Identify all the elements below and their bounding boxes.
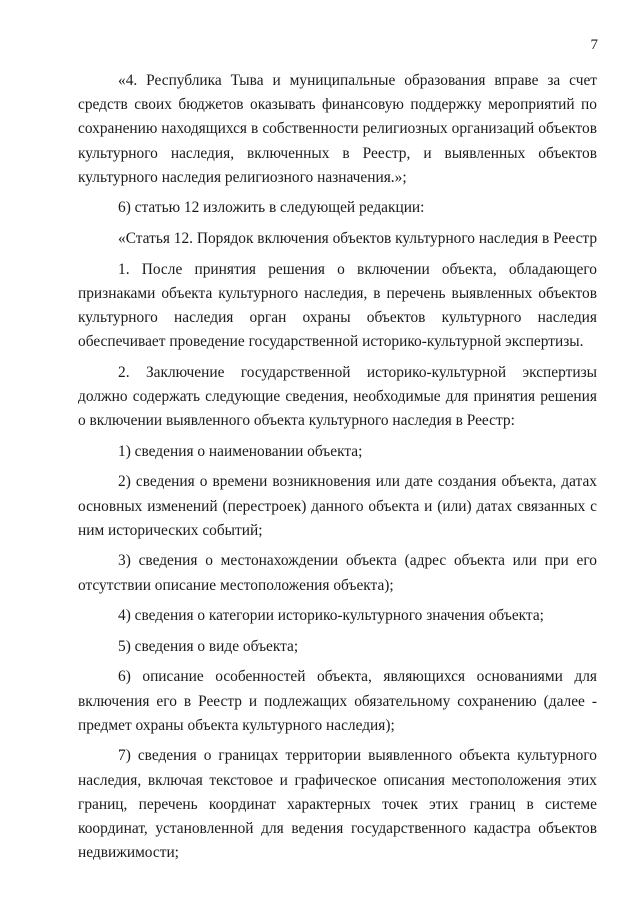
list-item-2: 2) сведения о времени возникновения или дате создания объекта, датах основных изменений (перестроек) данного объекта и (или) датах связанных с ним исторических событий; (78, 473, 597, 539)
list-item-6: 6) описание особенностей объекта, являющихся основаниями для включения его в Реестр и подлежащих обязательному сохранению (далее - предмет охраны объекта культурного наследия); (78, 668, 597, 734)
page-number: 7 (590, 37, 598, 53)
list-item-3: 3) сведения о местонахождении объекта (адрес объекта или при его отсутствии описание местоположения объекта); (78, 552, 597, 594)
list-item-7: 7) сведения о границах территории выявленного объекта культурного наследия, включая текстовое и графическое описания местоположения этих границ, перечень координат характерных точек этих границ в системе координат, установленной для ведения государственного кадастра объектов недвижимости; (78, 747, 597, 862)
article-12-heading: «Статья 12. Порядок включения объектов культурного наследия в Реестр (118, 230, 598, 247)
article-12-point-1: 1. После принятия решения о включении объекта, обладающего признаками объекта культурного наследия, в перечень выявленных объектов культурного наследия орган охраны объектов культурного наследия обеспечивает проведение государственной историко-культурной экспертизы. (78, 260, 597, 351)
document-body (78, 69, 597, 872)
article-12-point-2: 2. Заключение государственной историко-культурной экспертизы должно содержать следующие сведения, необходимые для принятия решения о включении выявленного объекта культурного наследия в Реестр: (78, 363, 597, 430)
list-item-5: 5) сведения о виде объекта; (118, 637, 299, 655)
list-item-4: 4) сведения о категории историко-культурного значения объекта; (118, 607, 544, 625)
paragraph-amend-article-12: 6) статью 12 изложить в следующей редакции: (118, 199, 425, 217)
list-item-1: 1) сведения о наименовании объекта; (118, 442, 363, 460)
paragraph-4-financial-support: «4. Республика Тыва и муниципальные образования вправе за счет средств своих бюджетов оказывать финансовую поддержку мероприятий по сохранению находящихся в собственности религиозных организаций объектов культурного наследия, включенных в Реестр, и выявленных объектов культурного наследия религиозного назначения.»; (78, 72, 597, 186)
